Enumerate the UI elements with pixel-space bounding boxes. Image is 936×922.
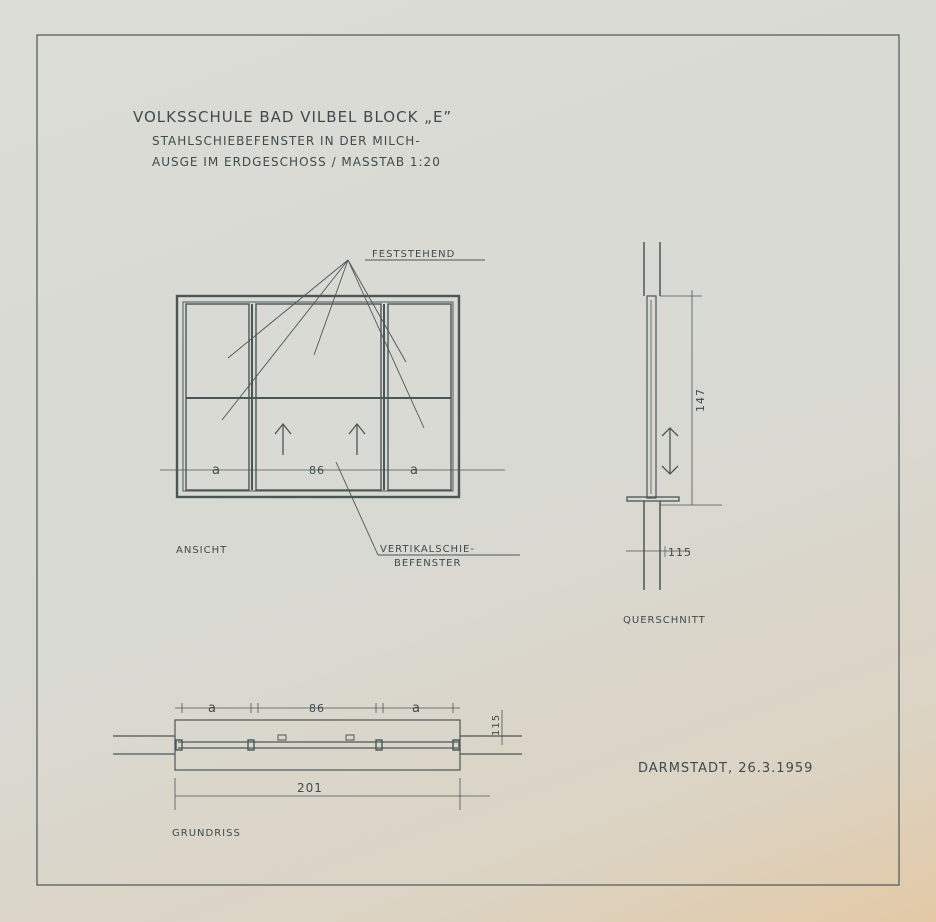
slide-arrow-left xyxy=(275,424,291,455)
plan-dim-depth: 115 xyxy=(491,713,502,736)
title-line-2: STAHLSCHIEBEFENSTER IN DER MILCH- xyxy=(152,134,421,148)
place-date: DARMSTADT, 26.3.1959 xyxy=(638,761,814,776)
section-dim-sill: 115 xyxy=(668,546,692,559)
title-line-3: AUSGE IM ERDGESCHOSS / MASSTAB 1:20 xyxy=(152,155,441,169)
section-dim-height: 147 xyxy=(694,388,707,412)
plan-dim-center: 86 xyxy=(309,702,325,715)
sliding-label-line-2: BEFENSTER xyxy=(394,558,462,569)
title-line-1: VOLKSSCHULE BAD VILBEL BLOCK „E” xyxy=(133,108,453,126)
plan-label: GRUNDRISS xyxy=(172,828,241,839)
elevation-dim-right: a xyxy=(410,463,419,478)
section-label: QUERSCHNITT xyxy=(623,615,706,626)
elevation-dim-center: 86 xyxy=(309,464,325,477)
slide-arrow-right xyxy=(349,424,365,455)
fixed-leader-lines xyxy=(222,260,485,428)
sliding-leader-line xyxy=(336,462,520,555)
fixed-label: FESTSTEHEND xyxy=(372,249,456,260)
section-slide-arrow xyxy=(662,428,678,474)
elevation-view xyxy=(160,260,520,555)
plan-dim-total: 201 xyxy=(297,781,323,795)
sliding-label-line-1: VERTIKALSCHIE- xyxy=(380,544,475,555)
plan-dim-left: a xyxy=(208,701,217,716)
plan-dim-right: a xyxy=(412,701,421,716)
elevation-label: ANSICHT xyxy=(176,545,228,556)
elevation-dim-left: a xyxy=(212,463,221,478)
section-view xyxy=(626,242,722,590)
